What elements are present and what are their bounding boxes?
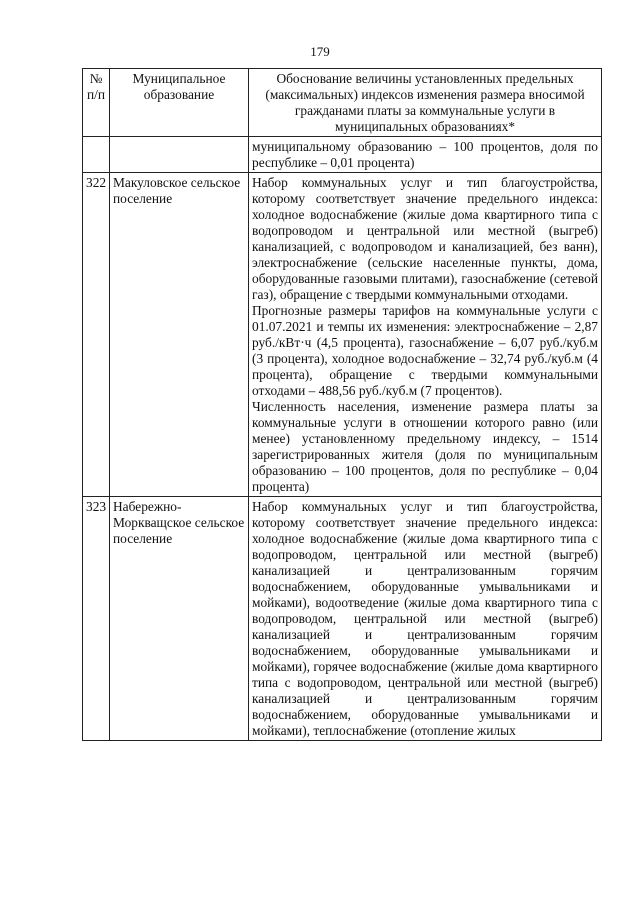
justification-cell [249,173,602,497]
table-header-row [83,69,602,137]
justification-cell [249,497,602,741]
continuation-text: муниципальному образованию – 100 процентов, доля по республике – 0,01 процента) [252,139,598,170]
row-number: 322 [83,173,110,497]
table-row-322 [83,173,602,497]
continuation-num-cell [83,137,110,173]
continuation-municipality-cell [110,137,249,173]
row-number: 323 [83,497,110,741]
municipality-name: Набережно-Моркващское сельское поселение [110,497,249,741]
header-municipality: Муниципальное образование [110,69,249,137]
continuation-text-cell [249,137,602,173]
paragraph-services: Набор коммунальных услуг и тип благоустройства, которому соответствует значение предельного индекса: холодное водоснабжение (жилые дома квартирного типа с водопроводом, центральной или местной (выгреб) канализацией и централизованным горячим водоснабжением, оборудованные умывальниками и мойками), водоотведение (жилые дома квартирного типа с водопроводом, центральной или местной (выгреб) канализацией и централизованным горячим водоснабжением, оборудованные умывальниками и мойками), горячее водоснабжение (жилые дома квартирного типа с водопроводом, центральной или местной (выгреб) канализацией и централизованным горячим водоснабжением, оборудованные умывальниками и мойками), теплоснабжение (отопление жилых [252,499,598,738]
table-row-continuation [83,137,602,173]
page-number: 179 [310,44,330,59]
paragraph-population: Численность населения, изменение размера платы за коммунальные услуги в отношении которого равно (или менее) установленному предельному индексу, – 1514 зарегистрированных жителя (доля по муниципальным образованию – 100 процентов, доля по республике – 0,04 процента) [252,399,598,494]
table-row-323 [83,497,602,741]
municipal-index-table [82,68,602,741]
paragraph-services: Набор коммунальных услуг и тип благоустройства, которому соответствует значение предельного индекса: холодное водоснабжение (жилые дома квартирного типа с водопроводом и центральной или местной (выгреб) канализацией, с водопроводом и канализацией, без ванн), электроснабжение (сельские населенные пункты, дома, оборудованные газовыми плитами), газоснабжение (сетевой газ), обращение с твердыми коммунальными отходами. [252,175,598,302]
paragraph-tariffs: Прогнозные размеры тарифов на коммунальные услуги с 01.07.2021 и темпы их изменения: электроснабжение – 2,87 руб./кВт·ч (4,5 процента), газоснабжение – 6,07 руб./куб.м (3 процента), холодное водоснабжение – 32,74 руб./куб.м (4 процента), обращение с твердыми коммунальными отходами – 488,56 руб./куб.м (7 процентов). [252,303,598,398]
header-justification: Обоснование величины установленных предельных (максимальных) индексов изменения размера вносимой гражданами платы за коммунальные услуги в муниципальных образованиях* [249,69,602,137]
municipality-name: Макуловское сельское поселение [110,173,249,497]
header-num: № п/п [83,69,110,137]
